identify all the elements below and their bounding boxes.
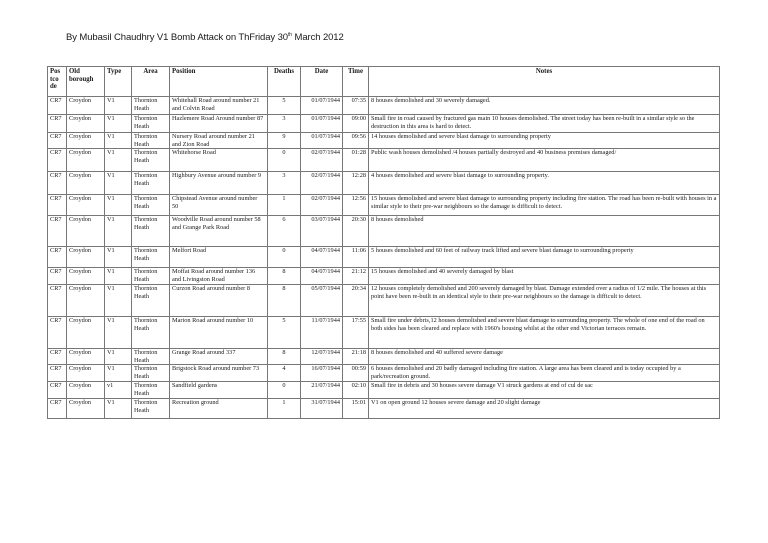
cell-area: Thornton Heath bbox=[132, 133, 170, 149]
cell-notes: 12 houses completely demolished and 200 severely damaged by blast. Damage extended over a radius of 1/2 mile. The houses at this point have been re-built in an identical style to their pre-war neighbours so the damage is difficult to detect. bbox=[369, 285, 720, 317]
cell-time: 09:00 bbox=[343, 115, 369, 133]
cell-type: V1 bbox=[105, 349, 132, 365]
cell-time: 09:56 bbox=[343, 133, 369, 149]
cell-position: Woodville Road around number 58 and Grange Park Road bbox=[170, 216, 268, 247]
table-row bbox=[48, 195, 720, 216]
cell-notes: 4 houses demolished and severe blast damage to surrounding property. bbox=[369, 172, 720, 195]
cell-position: Moffat Road around number 136 and Livingston Road bbox=[170, 268, 268, 285]
header-position: Position bbox=[170, 67, 268, 97]
cell-date: 31/07/1944 bbox=[301, 399, 343, 419]
cell-deaths: 5 bbox=[268, 317, 301, 349]
cell-type: V1 bbox=[105, 195, 132, 216]
cell-borough: Croydon bbox=[67, 317, 105, 349]
cell-position: Brigstock Road around number 73 bbox=[170, 365, 268, 382]
cell-postcode: CR7 bbox=[48, 195, 67, 216]
cell-position: Whitehall Road around number 21 and Colvin Road bbox=[170, 97, 268, 115]
cell-area: Thornton Heath bbox=[132, 97, 170, 115]
cell-type: V1 bbox=[105, 317, 132, 349]
cell-time: 02:10 bbox=[343, 382, 369, 399]
table-row bbox=[48, 172, 720, 195]
cell-borough: Croydon bbox=[67, 216, 105, 247]
cell-area: Thornton Heath bbox=[132, 399, 170, 419]
cell-borough: Croydon bbox=[67, 349, 105, 365]
cell-time: 00:59 bbox=[343, 365, 369, 382]
cell-time: 12:28 bbox=[343, 172, 369, 195]
cell-notes: Small fire under debris,12 houses demolished and severe blast damage to surrounding property. The whole of one end of the road on both sides has been cleared and replace with 1960's housing whilst at the other end Victorian terraces remain. bbox=[369, 317, 720, 349]
cell-deaths: 4 bbox=[268, 365, 301, 382]
header-area: Area bbox=[132, 67, 170, 97]
cell-area: Thornton Heath bbox=[132, 317, 170, 349]
cell-deaths: 0 bbox=[268, 382, 301, 399]
cell-time: 15:01 bbox=[343, 399, 369, 419]
cell-date: 16/07/1944 bbox=[301, 365, 343, 382]
cell-position: Whitehorse Road bbox=[170, 149, 268, 172]
cell-postcode: CR7 bbox=[48, 216, 67, 247]
cell-borough: Croydon bbox=[67, 133, 105, 149]
table-row bbox=[48, 317, 720, 349]
cell-borough: Croydon bbox=[67, 399, 105, 419]
cell-borough: Croydon bbox=[67, 382, 105, 399]
table-row bbox=[48, 365, 720, 382]
cell-time: 21:18 bbox=[343, 349, 369, 365]
cell-position: Grange Road around 337 bbox=[170, 349, 268, 365]
cell-position: Nursery Road around number 21 and Zion Road bbox=[170, 133, 268, 149]
cell-date: 04/07/1944 bbox=[301, 268, 343, 285]
cell-position: Highbury Avenue around number 9 bbox=[170, 172, 268, 195]
cell-area: Thornton Heath bbox=[132, 365, 170, 382]
cell-type: V1 bbox=[105, 97, 132, 115]
cell-borough: Croydon bbox=[67, 172, 105, 195]
cell-position: Recreation ground bbox=[170, 399, 268, 419]
cell-time: 12:56 bbox=[343, 195, 369, 216]
cell-type: V1 bbox=[105, 216, 132, 247]
cell-deaths: 9 bbox=[268, 133, 301, 149]
table-row bbox=[48, 216, 720, 247]
cell-position: Hazlemere Road Around number 87 bbox=[170, 115, 268, 133]
cell-type: V1 bbox=[105, 172, 132, 195]
cell-borough: Croydon bbox=[67, 285, 105, 317]
header-borough: Old borough bbox=[67, 67, 105, 97]
cell-type: V1 bbox=[105, 133, 132, 149]
cell-deaths: 8 bbox=[268, 349, 301, 365]
cell-type: V1 bbox=[105, 149, 132, 172]
cell-notes: 5 houses demolished and 60 feet of railway track lifted and severe blast damage to surrounding property bbox=[369, 247, 720, 268]
cell-postcode: CR7 bbox=[48, 115, 67, 133]
table-row bbox=[48, 247, 720, 268]
cell-postcode: CR7 bbox=[48, 97, 67, 115]
cell-type: V1 bbox=[105, 285, 132, 317]
cell-type: V1 bbox=[105, 399, 132, 419]
cell-postcode: CR7 bbox=[48, 285, 67, 317]
cell-date: 01/07/1944 bbox=[301, 133, 343, 149]
table-row bbox=[48, 399, 720, 419]
cell-area: Thornton Heath bbox=[132, 349, 170, 365]
cell-notes: Small fire in debris and 30 houses severe damage V1 struck gardens at end of cul de sac bbox=[369, 382, 720, 399]
cell-area: Thornton Heath bbox=[132, 115, 170, 133]
header-notes: Notes bbox=[369, 67, 720, 97]
cell-time: 21:12 bbox=[343, 268, 369, 285]
cell-postcode: CR7 bbox=[48, 349, 67, 365]
cell-deaths: 5 bbox=[268, 97, 301, 115]
cell-area: Thornton Heath bbox=[132, 172, 170, 195]
cell-notes: 8 houses demolished and 40 suffered severe damage bbox=[369, 349, 720, 365]
table-row bbox=[48, 97, 720, 115]
cell-area: Thornton Heath bbox=[132, 268, 170, 285]
header-date: Date bbox=[301, 67, 343, 97]
cell-deaths: 3 bbox=[268, 172, 301, 195]
cell-date: 11/07/1944 bbox=[301, 317, 343, 349]
header-type: Type bbox=[105, 67, 132, 97]
cell-postcode: CR7 bbox=[48, 317, 67, 349]
cell-date: 21/07/1944 bbox=[301, 382, 343, 399]
cell-deaths: 6 bbox=[268, 216, 301, 247]
cell-deaths: 0 bbox=[268, 149, 301, 172]
cell-borough: Croydon bbox=[67, 247, 105, 268]
table-row bbox=[48, 149, 720, 172]
cell-date: 01/07/1944 bbox=[301, 97, 343, 115]
cell-postcode: CR7 bbox=[48, 172, 67, 195]
cell-time: 20:30 bbox=[343, 216, 369, 247]
cell-type: V1 bbox=[105, 365, 132, 382]
cell-time: 01:28 bbox=[343, 149, 369, 172]
cell-area: Thornton Heath bbox=[132, 195, 170, 216]
cell-date: 03/07/1944 bbox=[301, 216, 343, 247]
cell-deaths: 8 bbox=[268, 268, 301, 285]
cell-notes: 6 houses demolished and 20 badly damaged including fire station. A large area has been cleared and is today occupied by a park/recreation ground. bbox=[369, 365, 720, 382]
cell-borough: Croydon bbox=[67, 149, 105, 172]
cell-date: 02/07/1944 bbox=[301, 172, 343, 195]
cell-date: 04/07/1944 bbox=[301, 247, 343, 268]
cell-borough: Croydon bbox=[67, 268, 105, 285]
cell-area: Thornton Heath bbox=[132, 285, 170, 317]
title-superscript: th bbox=[287, 32, 292, 38]
cell-time: 11:06 bbox=[343, 247, 369, 268]
cell-type: V1 bbox=[105, 268, 132, 285]
cell-borough: Croydon bbox=[67, 365, 105, 382]
title-text: By Mubasil Chaudhry V1 Bomb Attack on ThFriday 30 bbox=[66, 32, 288, 44]
cell-notes: 8 houses demolished bbox=[369, 216, 720, 247]
cell-deaths: 3 bbox=[268, 115, 301, 133]
cell-notes: Small fire in road caused by fractured gas main 10 houses demolished. The street today has been re-built in a similar style so the destruction in this area is hard to detect. bbox=[369, 115, 720, 133]
cell-postcode: CR7 bbox=[48, 247, 67, 268]
cell-time: 20:34 bbox=[343, 285, 369, 317]
cell-postcode: CR7 bbox=[48, 382, 67, 399]
cell-postcode: CR7 bbox=[48, 365, 67, 382]
cell-type: V1 bbox=[105, 115, 132, 133]
table-row bbox=[48, 115, 720, 133]
table-row bbox=[48, 133, 720, 149]
cell-type: V1 bbox=[105, 247, 132, 268]
cell-notes: 15 houses demolished and severe blast damage to surrounding property including fire station. The road has been re-built with houses in a similar style to their pre-war neighbours so the damage is difficult to detect. bbox=[369, 195, 720, 216]
cell-date: 02/07/1944 bbox=[301, 149, 343, 172]
cell-time: 17:55 bbox=[343, 317, 369, 349]
cell-notes: 14 houses demolished and severe blast damage to surrounding property bbox=[369, 133, 720, 149]
cell-notes: Public wash houses demolished /4 houses partially destroyed and 40 business premises damaged/ bbox=[369, 149, 720, 172]
cell-deaths: 1 bbox=[268, 195, 301, 216]
cell-time: 07:35 bbox=[343, 97, 369, 115]
bomb-attack-table bbox=[47, 66, 720, 419]
cell-notes: 8 houses demolished and 30 severely damaged. bbox=[369, 97, 720, 115]
document-title bbox=[66, 32, 344, 43]
cell-date: 01/07/1944 bbox=[301, 115, 343, 133]
cell-position: Marion Road around number 10 bbox=[170, 317, 268, 349]
cell-type: v1 bbox=[105, 382, 132, 399]
cell-position: Curzon Road around number 8 bbox=[170, 285, 268, 317]
header-postcode: Pos tco de bbox=[48, 67, 67, 97]
cell-borough: Croydon bbox=[67, 97, 105, 115]
cell-notes: V1 on open ground 12 houses severe damage and 20 slight damage bbox=[369, 399, 720, 419]
cell-notes: 15 houses demolished and 40 severely damaged by blast bbox=[369, 268, 720, 285]
cell-position: Melfort Road bbox=[170, 247, 268, 268]
cell-date: 12/07/1944 bbox=[301, 349, 343, 365]
title-text-end: March 2012 bbox=[291, 32, 344, 44]
cell-postcode: CR7 bbox=[48, 399, 67, 419]
table-row bbox=[48, 349, 720, 365]
cell-borough: Croydon bbox=[67, 115, 105, 133]
cell-borough: Croydon bbox=[67, 195, 105, 216]
cell-area: Thornton Heath bbox=[132, 247, 170, 268]
cell-postcode: CR7 bbox=[48, 133, 67, 149]
cell-postcode: CR7 bbox=[48, 268, 67, 285]
cell-deaths: 8 bbox=[268, 285, 301, 317]
header-time: Time bbox=[343, 67, 369, 97]
header-row bbox=[48, 67, 720, 97]
cell-date: 05/07/1944 bbox=[301, 285, 343, 317]
cell-position: Sandfield gardens bbox=[170, 382, 268, 399]
cell-area: Thornton Heath bbox=[132, 382, 170, 399]
cell-deaths: 0 bbox=[268, 247, 301, 268]
cell-postcode: CR7 bbox=[48, 149, 67, 172]
cell-date: 02/07/1944 bbox=[301, 195, 343, 216]
cell-area: Thornton Heath bbox=[132, 216, 170, 247]
cell-deaths: 1 bbox=[268, 399, 301, 419]
header-deaths: Deaths bbox=[268, 67, 301, 97]
cell-position: Chipstead Avenue around number 50 bbox=[170, 195, 268, 216]
cell-area: Thornton Heath bbox=[132, 149, 170, 172]
table-row bbox=[48, 268, 720, 285]
table-row bbox=[48, 382, 720, 399]
table-row bbox=[48, 285, 720, 317]
